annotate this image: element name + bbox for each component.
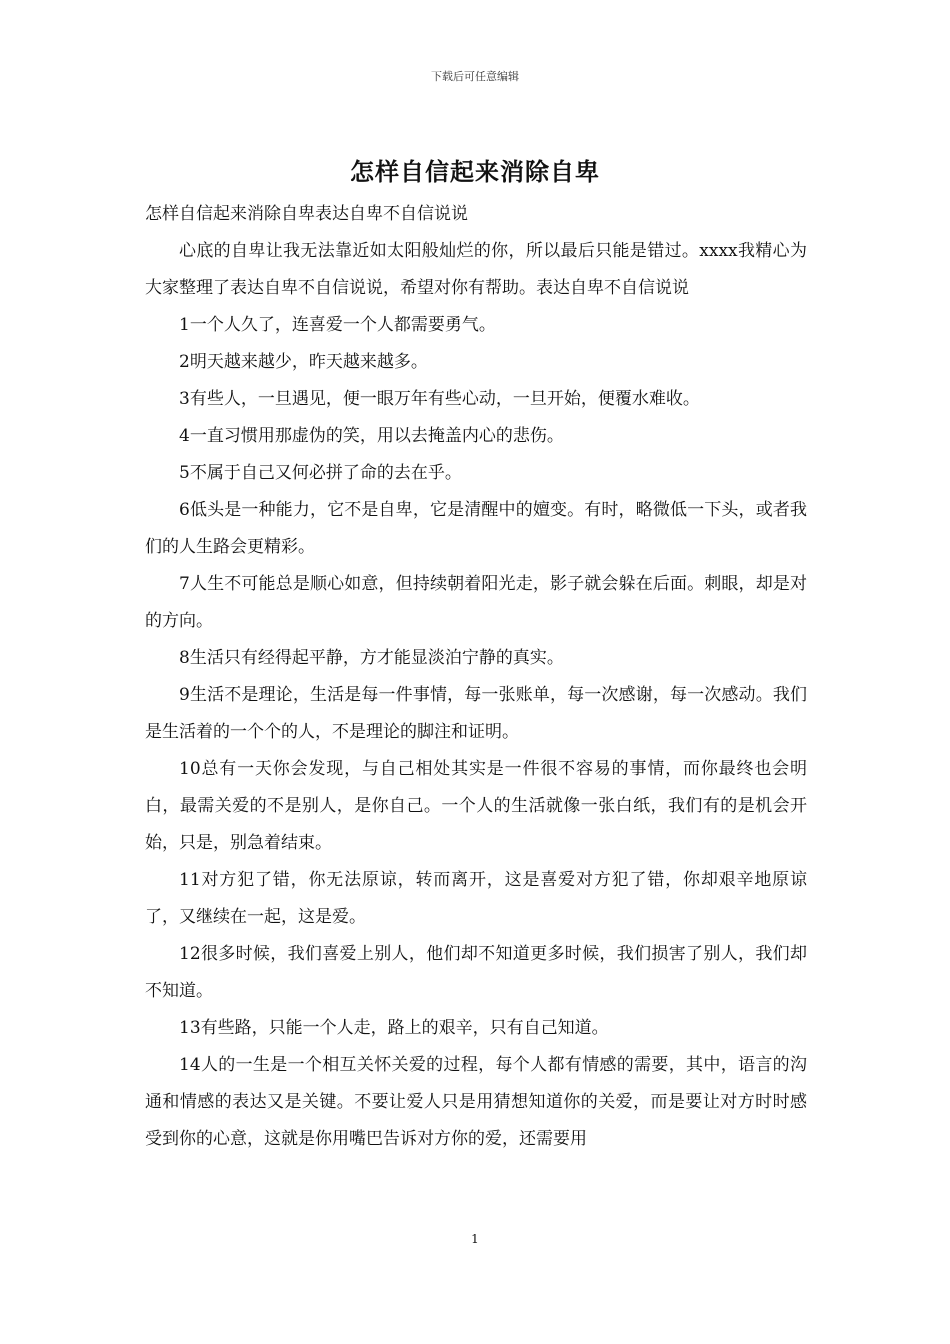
list-item: 14人的一生是一个相互关怀关爱的过程，每个人都有情感的需要，其中，语言的沟通和情感的表达又是关键。不要让爱人只是用猜想知道你的关爱，而是要让对方时时感受到你的心意，这就是你用嘴巴告诉对方你的爱，还需要用 <box>145 1055 807 1149</box>
list-item: 7人生不可能总是顺心如意，但持续朝着阳光走，影子就会躲在后面。刺眼，却是对的方向。 <box>145 574 807 631</box>
list-item: 6低头是一种能力，它不是自卑，它是清醒中的嬗变。有时，略微低一下头，或者我们的人生路会更精彩。 <box>145 500 807 557</box>
list-item: 10总有一天你会发现，与自己相处其实是一件很不容易的事情，而你最终也会明白，最需关爱的不是别人，是你自己。一个人的生活就像一张白纸，我们有的是机会开始，只是，别急着结束。 <box>145 759 807 853</box>
intro-paragraph: 心底的自卑让我无法靠近如太阳般灿烂的你，所以最后只能是错过。xxxx我精心为大家整理了表达自卑不自信说说，希望对你有帮助。表达自卑不自信说说 <box>145 241 807 298</box>
list-item: 13有些路，只能一个人走，路上的艰辛，只有自己知道。 <box>179 1018 609 1038</box>
list-item: 4一直习惯用那虚伪的笑，用以去掩盖内心的悲伤。 <box>179 426 564 446</box>
list-item: 11对方犯了错，你无法原谅，转而离开，这是喜爱对方犯了错，你却艰辛地原谅了，又继续在一起，这是爱。 <box>145 870 807 927</box>
header-note: 下载后可任意编辑 <box>431 70 519 83</box>
list-item: 9生活不是理论，生活是每一件事情，每一张账单，每一次感谢，每一次感动。我们是生活着的一个个的人，不是理论的脚注和证明。 <box>145 685 807 742</box>
list-item: 3有些人，一旦遇见，便一眼万年有些心动，一旦开始，便覆水难收。 <box>179 389 700 409</box>
document-subtitle: 怎样自信起来消除自卑表达自卑不自信说说 <box>145 204 468 224</box>
page-number: 1 <box>471 1232 479 1246</box>
document-body <box>145 196 807 1158</box>
list-item: 1一个人久了，连喜爱一个人都需要勇气。 <box>179 315 496 335</box>
list-item: 5不属于自己又何必拼了命的去在乎。 <box>179 463 462 483</box>
list-item: 8生活只有经得起平静，方才能显淡泊宁静的真实。 <box>179 648 564 668</box>
list-item: 2明天越来越少，昨天越来越多。 <box>179 352 428 372</box>
list-item: 12很多时候，我们喜爱上别人，他们却不知道更多时候，我们损害了别人，我们却不知道。 <box>145 944 807 1001</box>
document-title: 怎样自信起来消除自卑 <box>350 158 600 186</box>
